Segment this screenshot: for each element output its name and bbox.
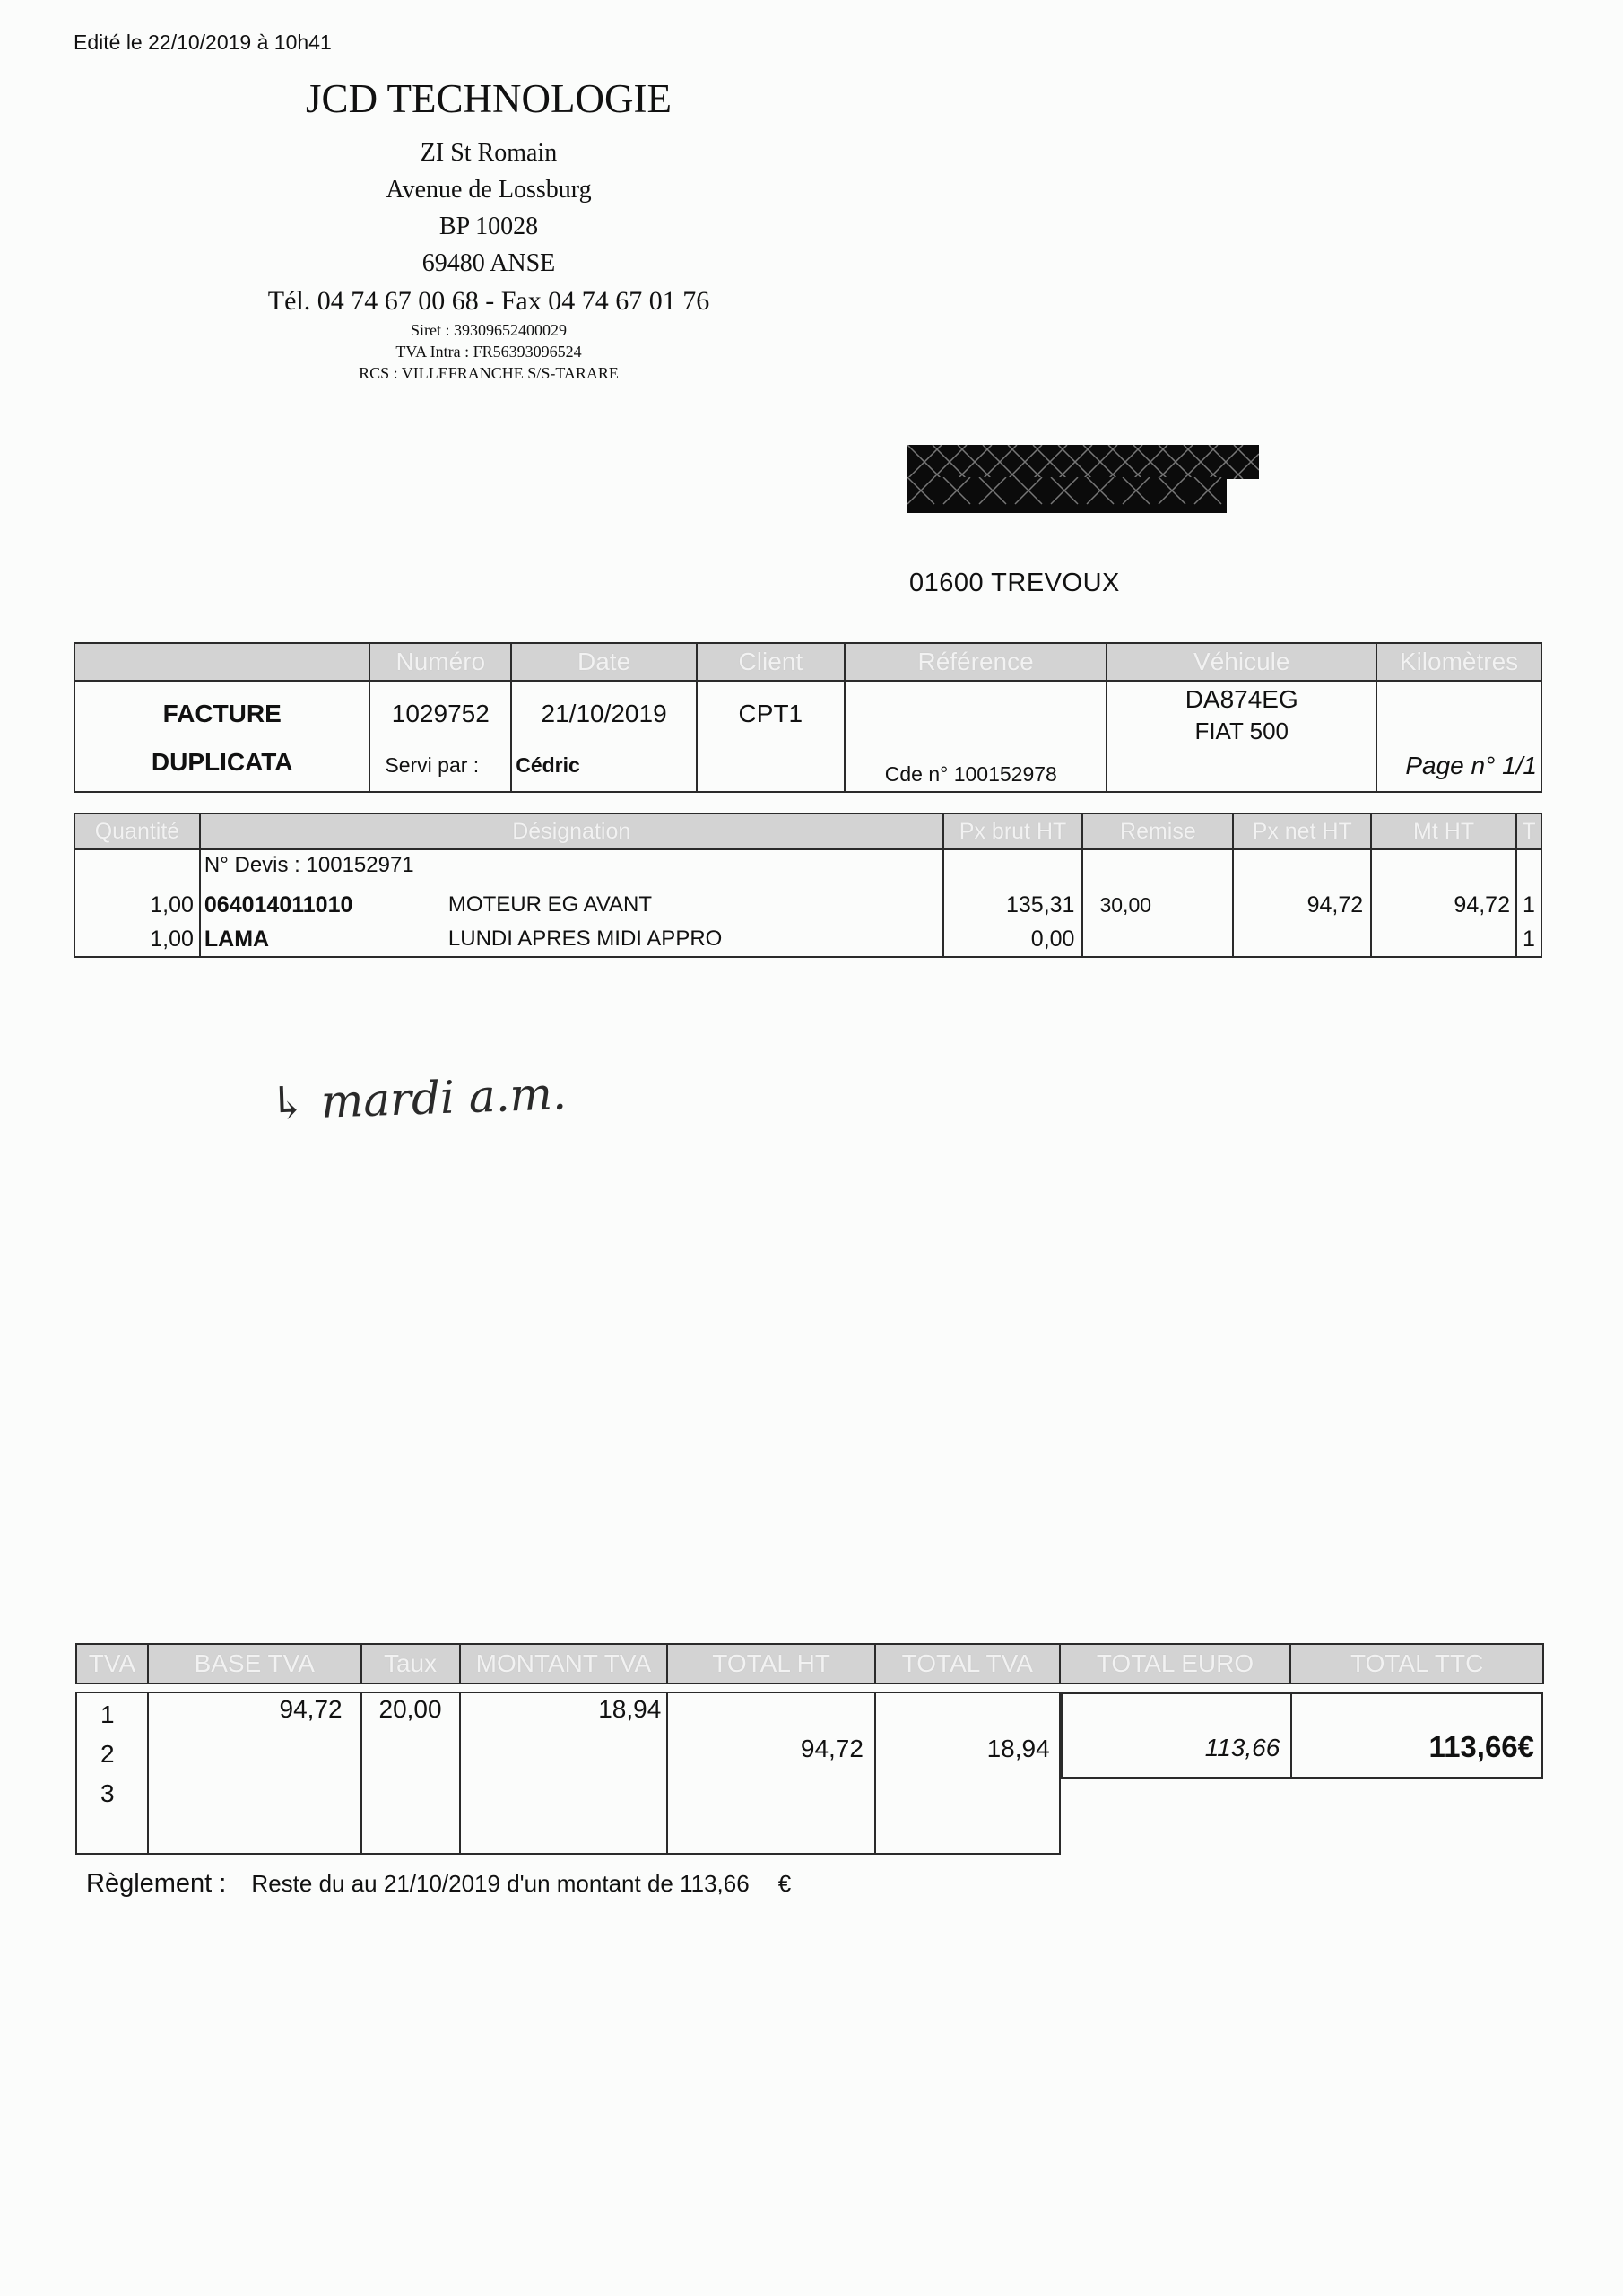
table-row <box>76 1692 1543 1854</box>
line-px-brut: 0,00 <box>1030 926 1075 952</box>
tva-code: 3 <box>100 1779 115 1807</box>
company-tva-intra: TVA Intra : FR56393096524 <box>395 343 582 361</box>
quantity-cell <box>74 849 200 957</box>
recipient-city: 01600 TREVOUX <box>909 569 1120 597</box>
vehicle-model: FIAT 500 <box>1194 718 1289 744</box>
total-ttc-value: 113,66€ <box>1290 1692 1543 1779</box>
header-total-tva: TOTAL TVA <box>875 1644 1060 1683</box>
invoice-number: 1029752 <box>391 700 490 727</box>
header-taux: Taux <box>361 1644 460 1683</box>
document-type: FACTURE <box>162 700 282 727</box>
header-reference: Référence <box>845 643 1107 681</box>
date-cell <box>511 681 697 792</box>
total-euro-cell <box>1060 1692 1291 1854</box>
numero-cell <box>369 681 511 792</box>
served-by-name: Cédric <box>516 753 580 777</box>
total-euro-value: 113,66 <box>1061 1692 1291 1779</box>
remise-cell <box>1082 849 1233 957</box>
designation-cell <box>200 849 943 957</box>
header-remise: Remise <box>1082 813 1233 849</box>
line-code: LAMA <box>204 926 270 952</box>
header-date: Date <box>511 643 697 681</box>
page-number: Page n° 1/1 <box>1405 752 1537 779</box>
vehicle-cell <box>1107 681 1376 792</box>
document-type-cell <box>74 681 369 792</box>
company-address-line: Avenue de Lossburg <box>386 176 592 204</box>
line-designation: LUNDI APRES MIDI APPRO <box>447 926 723 951</box>
base-tva-value: 94,72 <box>279 1695 343 1723</box>
company-rcs: RCS : VILLEFRANCHE S/S-TARARE <box>359 364 619 382</box>
header-client: Client <box>697 643 845 681</box>
tva-code: 2 <box>100 1740 115 1768</box>
redaction-pattern <box>907 445 1259 479</box>
px-brut-cell <box>943 849 1083 957</box>
header-vehicule: Véhicule <box>1107 643 1376 681</box>
payment-text: Reste du au 21/10/2019 d'un montant de 113,66 <box>251 1870 750 1897</box>
table-row <box>74 849 1541 957</box>
mt-ht-cell <box>1371 849 1516 957</box>
payment-currency: € <box>777 1870 792 1897</box>
line-code: 064014011010 <box>204 892 353 918</box>
header-t: T <box>1516 813 1541 849</box>
tva-codes-cell <box>76 1692 148 1854</box>
montant-tva-value: 18,94 <box>598 1695 662 1723</box>
header-mt-ht: Mt HT <box>1371 813 1516 849</box>
taux-cell <box>361 1692 460 1854</box>
redaction-pattern <box>907 477 1227 513</box>
header-base-tva: BASE TVA <box>148 1644 361 1683</box>
header-kilometres: Kilomètres <box>1376 643 1541 681</box>
total-tva-cell <box>875 1692 1060 1854</box>
line-t: 1 <box>1523 892 1535 918</box>
devis-number: N° Devis : 100152971 <box>204 853 414 877</box>
payment-label: Règlement : <box>86 1869 227 1898</box>
company-address-line: ZI St Romain <box>420 139 558 167</box>
company-phone-fax: Tél. 04 74 67 00 68 - Fax 04 74 67 01 76 <box>267 286 710 316</box>
company-address-line: BP 10028 <box>438 213 539 240</box>
document-duplicata: DUPLICATA <box>151 748 293 776</box>
edit-timestamp: Edité le 22/10/2019 à 10h41 <box>74 30 332 54</box>
invoice-date: 21/10/2019 <box>541 700 667 727</box>
tva-code: 1 <box>100 1700 115 1728</box>
totals-table <box>75 1643 1544 1855</box>
handwritten-note: ↳ mardi a.m. <box>268 1067 568 1130</box>
invoice-lines-table <box>74 813 1542 958</box>
header-tva: TVA <box>76 1644 148 1683</box>
vehicle-plate: DA874EG <box>1185 685 1298 713</box>
total-ttc-cell <box>1290 1692 1543 1854</box>
header-montant-tva: MONTANT TVA <box>460 1644 668 1683</box>
taux-value: 20,00 <box>378 1695 442 1723</box>
total-ht-value: 94,72 <box>800 1735 864 1762</box>
order-number: Cde n° 100152978 <box>884 762 1057 786</box>
invoice-header-table <box>74 642 1542 793</box>
line-px-net: 94,72 <box>1306 892 1364 918</box>
total-ht-cell <box>667 1692 875 1854</box>
line-quantity: 1,00 <box>150 926 194 952</box>
header-quantite: Quantité <box>74 813 200 849</box>
company-address-line: 69480 ANSE <box>421 249 556 277</box>
client-cell <box>697 681 845 792</box>
header-total-euro: TOTAL EURO <box>1060 1644 1291 1683</box>
redacted-recipient-street <box>907 477 1227 513</box>
served-by-label: Servi par : <box>385 753 480 777</box>
line-remise: 30,00 <box>1099 893 1152 917</box>
payment-terms <box>86 1869 791 1899</box>
line-quantity: 1,00 <box>150 892 194 918</box>
px-net-cell <box>1233 849 1371 957</box>
line-mt-ht: 94,72 <box>1454 892 1510 918</box>
header-total-ttc: TOTAL TTC <box>1290 1644 1543 1683</box>
base-tva-cell <box>148 1692 361 1854</box>
t-cell <box>1516 849 1541 957</box>
header-px-net: Px net HT <box>1233 813 1371 849</box>
header-numero: Numéro <box>369 643 511 681</box>
header-designation: Désignation <box>200 813 943 849</box>
montant-tva-cell <box>460 1692 668 1854</box>
header-blank-cell <box>74 643 369 681</box>
line-px-brut: 135,31 <box>1006 892 1075 918</box>
kilometres-cell <box>1376 681 1541 792</box>
company-siret: Siret : 39309652400029 <box>411 321 567 339</box>
redacted-recipient-name <box>907 445 1259 479</box>
header-px-brut: Px brut HT <box>943 813 1083 849</box>
company-name: JCD TECHNOLOGIE <box>306 76 672 121</box>
client-code: CPT1 <box>738 700 803 727</box>
reference-cell <box>845 681 1107 792</box>
header-total-ht: TOTAL HT <box>667 1644 875 1683</box>
line-t: 1 <box>1523 926 1535 952</box>
line-designation: MOTEUR EG AVANT <box>447 892 653 917</box>
total-tva-value: 18,94 <box>986 1735 1050 1762</box>
